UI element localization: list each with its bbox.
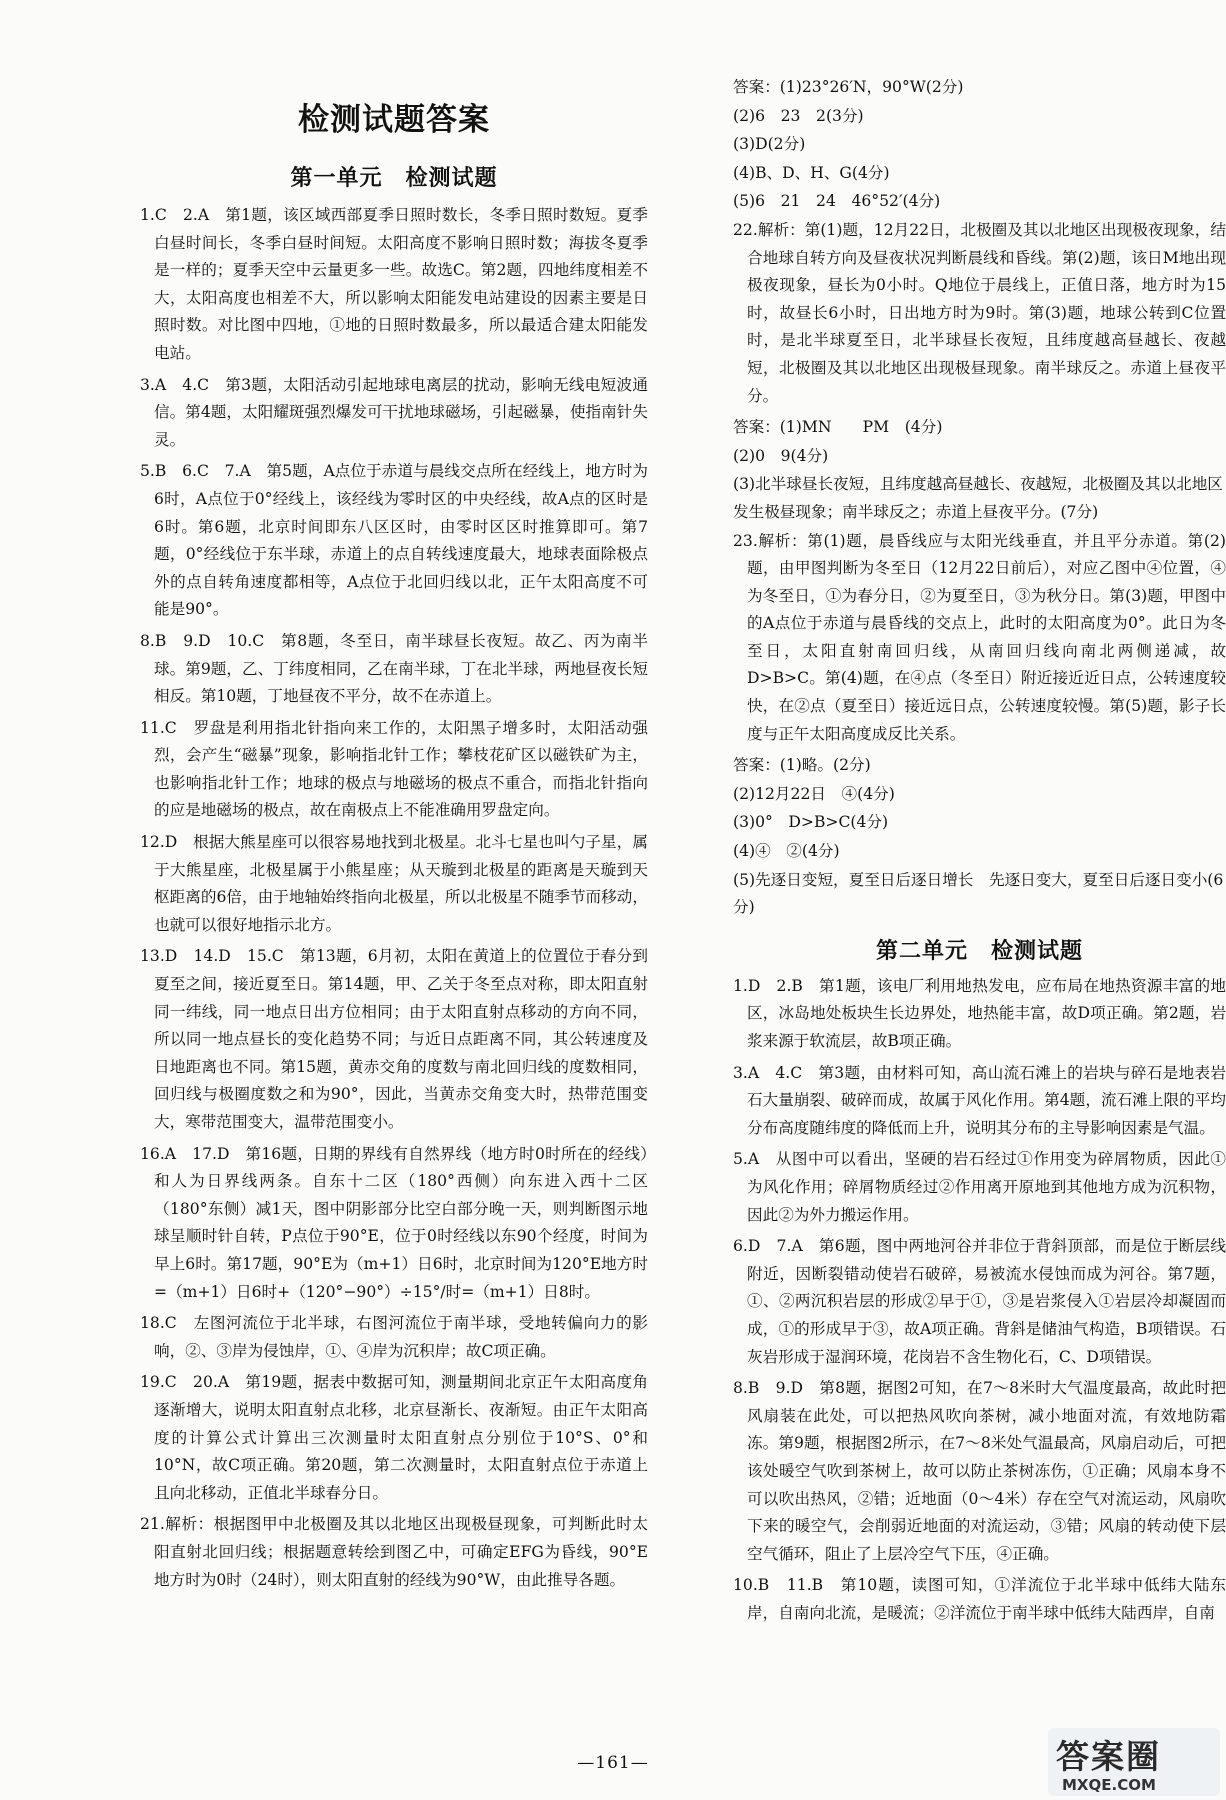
answer-paragraph: 10.B 11.B 第10题，读图可知，①洋流位于北半球中低纬大陆东岸，自南向北流，是暖流；②洋流位于南半球中低纬大陆西岸，自南 (733, 1576, 1226, 1622)
unit1-title: 第一单元 检测试题 (290, 166, 498, 191)
answer-paragraph: 8.B 9.D 10.C 第8题，冬至日，南半球昼长夜短。故乙、丙为南半球。第9题，乙、丁纬度相同，乙在南半球，丁在北半球，两地昼夜长短相反。第10题，丁地昼夜不平分，故不在赤道上。 (140, 631, 648, 706)
q21-answer-line: (5)6 21 24 46°52′(4分) (733, 192, 941, 211)
watermark-logo (1048, 1728, 1220, 1796)
answer-paragraph: 1.D 2.B 第1题，该电厂利用地热发电，应布局在地热资源丰富的地区，冰岛地处板块生长边界处，地热能丰富，故D项正确。第2题，岩浆来源于软流层，故B项正确。 (733, 976, 1226, 1050)
left-column (140, 78, 648, 1598)
answer-paragraph: 5.B 6.C 7.A 第5题，A点位于赤道与晨线交点所在经线上，地方时为6时，A点位于0°经线上，该经线为零时区的中央经线，故A点的区时是6时。第6题，北京时间即东八区区时，由零时区区时推算即可。第7题，0°经线位于东半球，赤道上的点自转线速度最大，地球表面除极点外的点自转角速度都相等，A点位于北回归线以北，正午太阳高度不可能是90°。 (140, 462, 648, 619)
answer-paragraph: 21.解析：根据图甲中北极圈及其以北地区出现极昼现象，可判断此时太阳直射北回归线；根据题意转绘到图乙中，可确定EFG为昏线，90°E地方时为0时（24时），则太阳直射的经线为90°W，由此推导各题。 (140, 1515, 648, 1589)
answer-paragraph: 11.C 罗盘是利用指北针指向来工作的，太阳黑子增多时，太阳活动强烈，会产生“磁暴”现象，影响指北针工作；攀枝花矿区以磁铁矿为主，也影响指北针工作；地球的极点与地磁场的极点不重合，而指北针指向的应是地磁场的极点，故在南极点上不能准确用罗盘定向。 (140, 718, 648, 820)
q23-answer-line: (4)④ ②(4分) (733, 842, 840, 861)
watermark-url: MXQE.COM (1062, 1776, 1156, 1794)
answer-paragraph: 12.D 根据大熊星座可以很容易地找到北极星。北斗七星也叫勺子星，属于大熊星座，北极星属于小熊星座；从天璇到北极星的距离是天璇到天枢距离的6倍，由于地轴始终指向北极星，所以北极星不随季节而移动，也就可以很好地指示北方。 (140, 833, 648, 934)
page-title: 检测试题答案 (298, 102, 490, 138)
q23-answer-line: (3)0° D>B>C(4分) (733, 813, 889, 832)
q22-answer-line: (3)北半球昼长夜短，且纬度越高昼越长、夜越短，北极圈及其以北地区发生极昼现象；南半球反之；赤道上昼夜平分。(7分) (733, 475, 1223, 521)
q23-answer-line: 答案：(1)略。(2分) (733, 756, 871, 775)
q21-answer-line: 答案：(1)23°26′N，90°W(2分) (733, 78, 964, 96)
q22-answer-line: (2)0 9(4分) (733, 446, 829, 465)
page-number: —161— (577, 1753, 649, 1773)
answer-paragraph: 5.A 从图中可以看出，坚硬的岩石经过①作用变为碎屑物质，因此①为风化作用；碎屑物质经过②作用离开原地到其他地方成为沉积物，因此②为外力搬运作用。 (733, 1150, 1226, 1224)
answer-paragraph: 18.C 左图河流位于北半球，右图河流位于南半球，受地转偏向力的影响，②、③岸为侵蚀岸，①、④岸为沉积岸；故C项正确。 (140, 1314, 648, 1360)
q21-answer-line: (3)D(2分) (733, 135, 806, 154)
answer-paragraph: 19.C 20.A 第19题，据表中数据可知，测量期间北京正午太阳高度角逐渐增大，说明太阳直射点北移，北京昼渐长、夜渐短。由正午太阳高度的计算公式计算出三次测量时太阳直射点分别位于10°S、0°和10°N，故C项正确。第20题，第二次测量时，太阳直射点位于赤道上且向北移动，正值北半球春分日。 (140, 1373, 648, 1502)
q23-answer-line: (5)先逐日变短，夏至日后逐日增长 先逐日变大，夏至日后逐日变小(6分) (733, 870, 1224, 917)
answer-paragraph: 16.A 17.D 第16题，日期的界线有自然界线（地方时0时所在的经线）和人为日界线两条。自东十二区（180°西侧）向东进入西十二区（180°东侧）减1天，图中阴影部分比空白部分晚一天，则判断图示地球呈顺时针自转，P点位于90°E，位于0时经线以东90个经度，时间为早上6时。第17题，90°E为（m+1）日6时，北京时间为120°E地方时=（m+1）日6时+（120°−90°）÷15°/时=（m+1）日8时。 (140, 1144, 648, 1301)
answer-paragraph: 3.A 4.C 第3题，由材料可知，高山流石滩上的岩块与碎石是地表岩石大量崩裂、破碎而成，故属于风化作用。第4题，流石滩上限的平均分布高度随纬度的降低而上升，说明其分布的主导影响因素是气温。 (733, 1063, 1226, 1137)
watermark-text: 答案圈 (1056, 1737, 1161, 1776)
q23-explanation: 23.解析：第(1)题，晨昏线应与太阳光线垂直，并且平分赤道。第(2)题，由甲图判断为冬至日（12月22日前后），对应乙图中④位置，④为冬至日，①为春分日，②为夏至日，③为秋分日。第(3)题，甲图中的A点位于赤道与晨昏线的交点上，此时的太阳高度为0°。此日为冬至日，太阳直射南回归线，从南回归线向南北两侧递减，故D>B>C。第(4)题，在④点（冬至日）附近接近近日点，公转速度较快，在②点（夏至日）接近远日点，公转速度较慢。第(5)题，影子长度与正午太阳高度成反比关系。 (733, 531, 1226, 743)
q22-explanation: 22.解析：第(1)题，12月22日，北极圈及其以北地区出现极夜现象，结合地球自转方向及昼夜状况判断晨线和昏线。第(2)题，该日M地出现极夜现象，昼长为0小时。Q地位于晨线上，正值日落，地方时为15时，故昼长6小时，日出地方时为9时。第(3)题，地球公转到C位置时，是北半球夏至日，北半球昼长夜短，且纬度越高昼越长、夜越短，北极圈及其以北地区出现极昼现象。南半球反之。赤道上昼夜平分。 (733, 220, 1226, 405)
q21-answer-line: (4)B、D、H、G(4分) (733, 163, 890, 182)
answer-paragraph: 6.D 7.A 第6题，图中两地河谷并非位于背斜顶部，而是位于断层线附近，因断裂错动使岩石破碎，易被流水侵蚀而成为河谷。第7题，①、②两沉积岩层的形成②早于①，③是岩浆侵入①岩层冷却凝固而成，①的形成早于③，故A项正确。背斜是储油气构造，B项错误。石灰岩形成于湿润环境，花岗岩不含生物化石，C、D项错误。 (733, 1237, 1226, 1366)
answer-paragraph: 1.C 2.A 第1题，该区域西部夏季日照时数长，冬季日照时数短。夏季白昼时间长，冬季白昼时间短。太阳高度不影响日照时数；海拔冬夏季是一样的；夏季天空中云量更多一些。故选C。第2题，四地纬度相差不大，太阳高度也相差不大，所以影响太阳能发电站建设的因素主要是日照时数。对比图中四地，①地的日照时数最多，所以最适合建太阳能发电站。 (140, 206, 648, 362)
unit2-title: 第二单元 检测试题 (875, 938, 1083, 964)
q23-answer-line: (2)12月22日 ④(4分) (733, 784, 895, 803)
q21-answer-line: (2)6 23 2(3分) (733, 106, 864, 125)
answer-paragraph: 3.A 4.C 第3题，太阳活动引起地球电离层的扰动，影响无线电短波通信。第4题，太阳耀斑强烈爆发可干扰地球磁场，引起磁暴，使指南针失灵。 (140, 375, 648, 449)
q22-answer-line: 答案：(1)MN PM (4分) (733, 418, 943, 437)
right-column (733, 74, 1226, 1631)
answer-paragraph: 13.D 14.D 15.C 第13题，6月初，太阳在黄道上的位置位于春分到夏至之间，接近夏至日。第14题，甲、乙关于冬至点对称，即太阳直射同一纬线，同一地点日出方位相同；由于太阳直射点移动的方向不同，所以同一地点昼长的变化趋势不同；与近日点距离不同，其公转速度及日地距离也不同。第15题，黄赤交角的度数与南北回归线的度数相同，回归线与极圈度数之和为90°，因此，当黄赤交角变大时，热带范围变大，寒带范围变大，温带范围变小。 (140, 947, 648, 1131)
answer-paragraph: 8.B 9.D 第8题，据图2可知，在7～8米时大气温度最高，故此时把风扇装在此处，可以把热风吹向茶树，减小地面对流，有效地防霜冻。第9题，根据图2所示，在7～8米处气温最高，风扇启动后，可把该处暖空气吹到茶树上，故可以防止茶树冻伤，①正确；风扇本身不可以吹出热风，②错；近地面（0～4米）存在空气对流运动，风扇吹下来的暖空气，会削弱近地面的对流运动，③错；风扇的转动使下层空气循环，阻止了上层冷空气下压，④正确。 (733, 1379, 1226, 1563)
